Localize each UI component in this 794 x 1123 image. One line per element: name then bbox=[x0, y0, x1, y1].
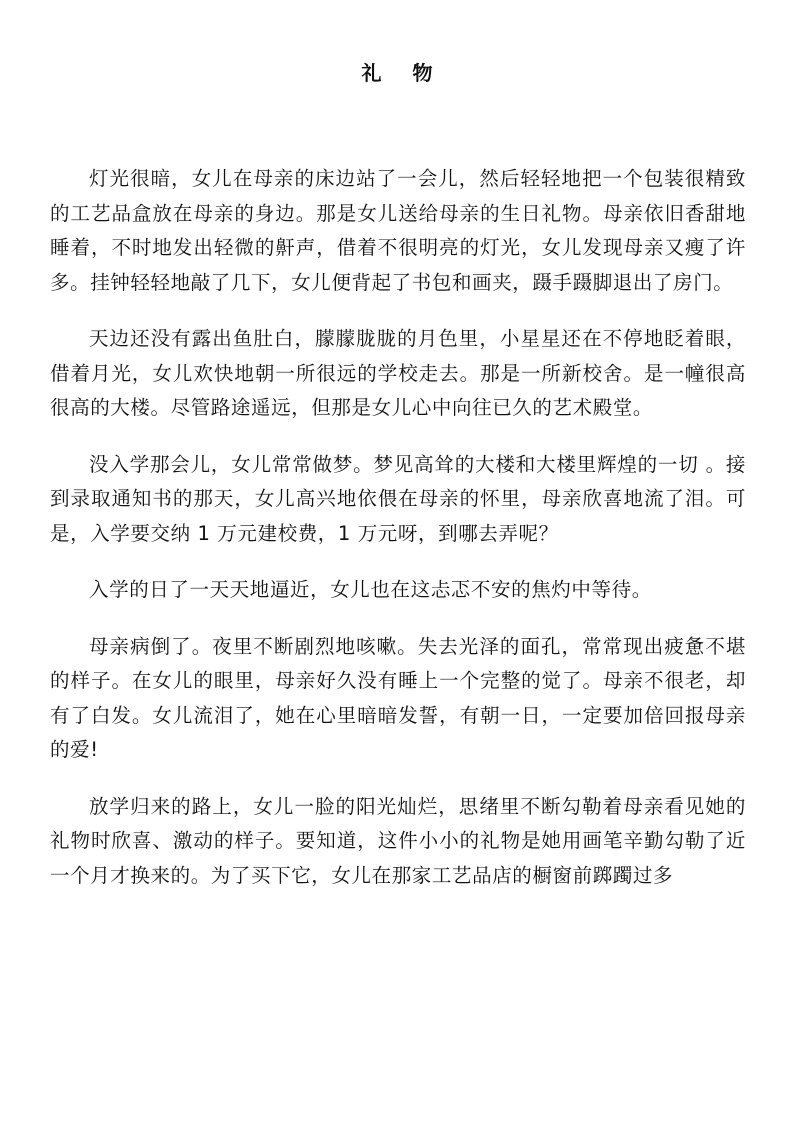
paragraph-1: 灯光很暗，女儿在母亲的床边站了一会儿，然后轻轻地把一个包装很精致的工艺品盒放在母亲的身边。那是女儿送给母亲的生日礼物。母亲依旧香甜地睡着，不时地发出轻微的鼾声，借着不很明亮的灯光，女儿发现母亲又瘦了许多。挂钟轻轻地敲了几下，女儿便背起了书包和画夹，蹑手蹑脚退出了房门。 bbox=[50, 167, 746, 294]
paragraph-5: 母亲病倒了。夜里不断剧烈地咳嗽。失去光泽的面孔，常常现出疲惫不堪的样子。在女儿的眼里，母亲好久没有睡上一个完整的觉了。母亲不很老，却有了白发。女儿流泪了，她在心里暗暗发誓，有朝一日，一定要加倍回报母亲的爱! bbox=[50, 634, 746, 761]
document-body bbox=[50, 162, 746, 893]
paragraph-3: 没入学那会儿，女儿常常做梦。梦见高耸的大楼和大楼里辉煌的一切 。接到录取通知书的那天，女儿高兴地依偎在母亲的怀里，母亲欣喜地流了泪。可是，入学要交纳 1 万元建校费，1 万元呀，到哪去弄呢？ bbox=[50, 452, 746, 545]
paragraph-6: 放学归来的路上，女儿一脸的阳光灿烂，思绪里不断勾勒着母亲看见她的礼物时欣喜、激动的样子。要知道，这件小小的礼物是她用画笔辛勤勾勒了近一个月才换来的。为了买下它，女儿在那家工艺品店的橱窗前踯躅过多 bbox=[50, 794, 746, 887]
paragraph-4: 入学的日了一天天地逼近，女儿也在这忐忑不安的焦灼中等待。 bbox=[89, 578, 652, 601]
document-title: 礼 物 bbox=[361, 61, 445, 85]
paragraph-2: 天边还没有露出鱼肚白，朦朦胧胧的月色里，小星星还在不停地眨着眼，借着月光，女儿欢快地朝一所很远的学校走去。那是一所新校舍。是一幢很高很高的大楼。尽管路途遥远，但那是女儿心中向往已久的艺术殿堂。 bbox=[50, 327, 746, 419]
